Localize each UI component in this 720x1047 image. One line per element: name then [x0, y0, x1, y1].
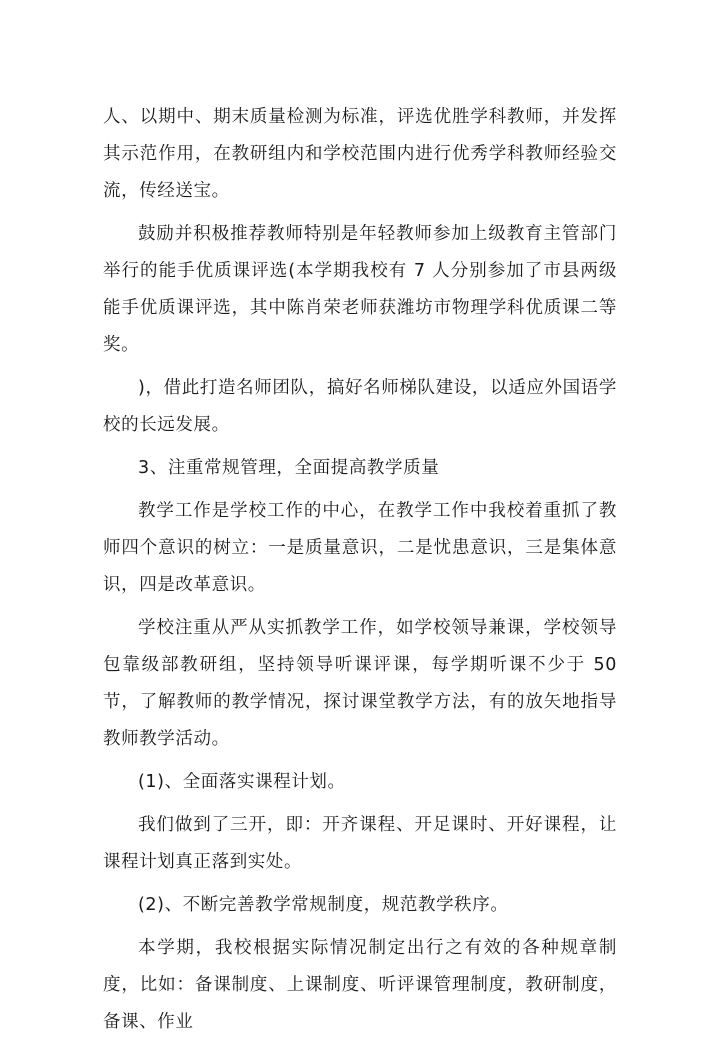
document-body [103, 99, 617, 1047]
paragraph-2: 鼓励并积极推荐教师特别是年轻教师参加上级教育主管部门举行的能手优质课评选(本学期我校有 7 人分别参加了市县两级能手优质课评选，其中陈肖荣老师获潍坊市物理学科优质课二等奖。 [103, 224, 617, 355]
section-heading: 3、注重常规管理，全面提高教学质量 [138, 458, 440, 478]
subheading-1: (1)、全面落实课程计划。 [138, 772, 346, 792]
paragraph-5: 学校注重从严从实抓教学工作，如学校领导兼课，学校领导包靠级部教研组，坚持领导听课评课，每学期听课不少于 50 节，了解教师的教学情况，探讨课堂教学方法，有的放矢地指导教师教学活动。 [103, 618, 617, 749]
paragraph-1: 人、以期中、期末质量检测为标准，评选优胜学科教师，并发挥其示范作用，在教研组内和学校范围内进行优秀学科教师经验交流，传经送宝。 [103, 107, 617, 201]
paragraph-4: 教学工作是学校工作的中心，在教学工作中我校着重抓了教师四个意识的树立：一是质量意识，二是忧患意识，三是集体意识，四是改革意识。 [103, 501, 617, 595]
paragraph-6: 我们做到了三开，即：开齐课程、开足课时、开好课程，让课程计划真正落到实处。 [103, 815, 617, 872]
subheading-2: (2)、不断完善教学常规制度，规范教学秩序。 [138, 895, 509, 915]
paragraph-3: )，借此打造名师团队，搞好名师梯队建设，以适应外国语学校的长远发展。 [103, 378, 617, 435]
paragraph-7: 本学期，我校根据实际情况制定出行之有效的各种规章制度，比如：备课制度、上课制度、听评课管理制度，教研制度，备课、作业 [103, 938, 617, 1032]
